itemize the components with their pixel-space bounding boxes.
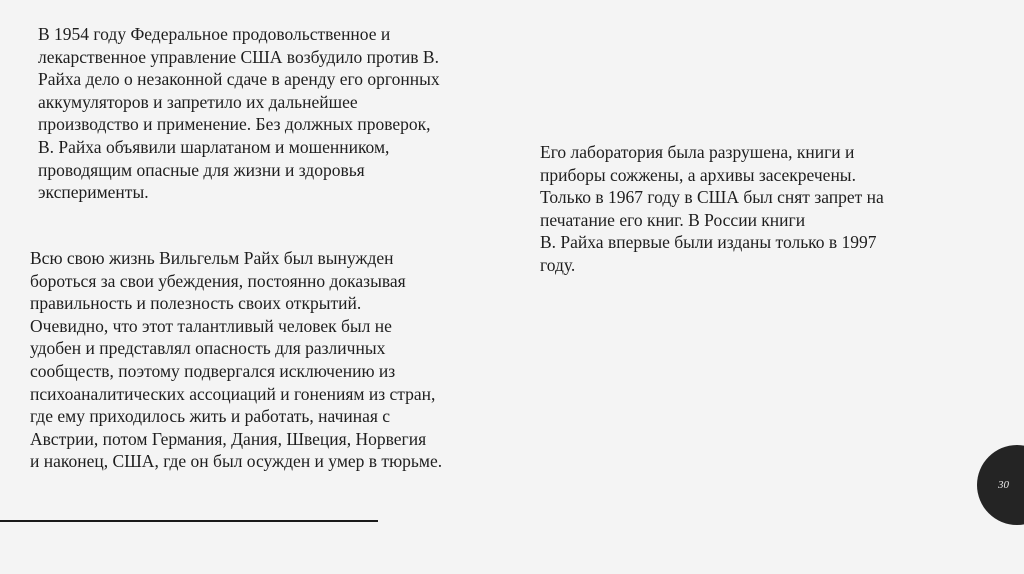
text-line: В. Райха объявили шарлатаном и мошенником, <box>38 136 390 157</box>
text-line: Всю свою жизнь Вильгельм Райх был вынужден <box>30 248 394 268</box>
text-line: бороться за свои убеждения, постоянно доказывая <box>30 270 406 291</box>
text-line: лекарственное управление США возбудило против В. <box>38 46 439 67</box>
bottom-divider <box>0 520 378 522</box>
text-block-laboratory <box>540 141 884 277</box>
text-line: проводящим опасные для жизни и здоровья <box>38 159 365 180</box>
text-line: В. Райха впервые были изданы только в 1997 <box>540 232 877 253</box>
text-line: печатание его книг. В России книги <box>540 209 806 230</box>
text-line: аккумуляторов и запретило их дальнейшее <box>38 91 358 112</box>
text-line: Очевидно, что этот талантливый человек был не <box>30 315 392 336</box>
text-line: производство и применение. Без должных проверок, <box>38 114 431 135</box>
text-line: правильность и полезность своих открытий. <box>30 293 362 314</box>
text-line: Райха дело о незаконной сдаче в аренду его оргонных <box>38 69 440 90</box>
text-line: Австрии, потом Германия, Дания, Швеция, Норвегия <box>30 428 427 449</box>
text-line: Его лаборатория была разрушена, книги и <box>540 142 855 162</box>
text-line: приборы сожжены, а архивы засекречены. <box>540 164 856 185</box>
text-line: сообществ, поэтому подвергался исключению из <box>30 360 396 381</box>
text-line: где ему приходилось жить и работать, начиная с <box>30 406 391 427</box>
page-number: 30 <box>998 479 1009 491</box>
text-line: эксперименты. <box>38 182 149 203</box>
text-line: Только в 1967 году в США был снят запрет на <box>540 187 884 208</box>
text-line: психоаналитических ассоциаций и гонениям из стран, <box>30 383 436 404</box>
text-line: В 1954 году Федеральное продовольственное и <box>38 24 391 44</box>
text-line: году. <box>540 254 576 275</box>
text-line: удобен и представлял опасность для различных <box>30 338 386 359</box>
text-line: и наконец, США, где он был осужден и умер в тюрьме. <box>30 451 443 472</box>
text-block-fda-case <box>38 23 440 204</box>
text-block-life-struggle <box>30 247 442 473</box>
